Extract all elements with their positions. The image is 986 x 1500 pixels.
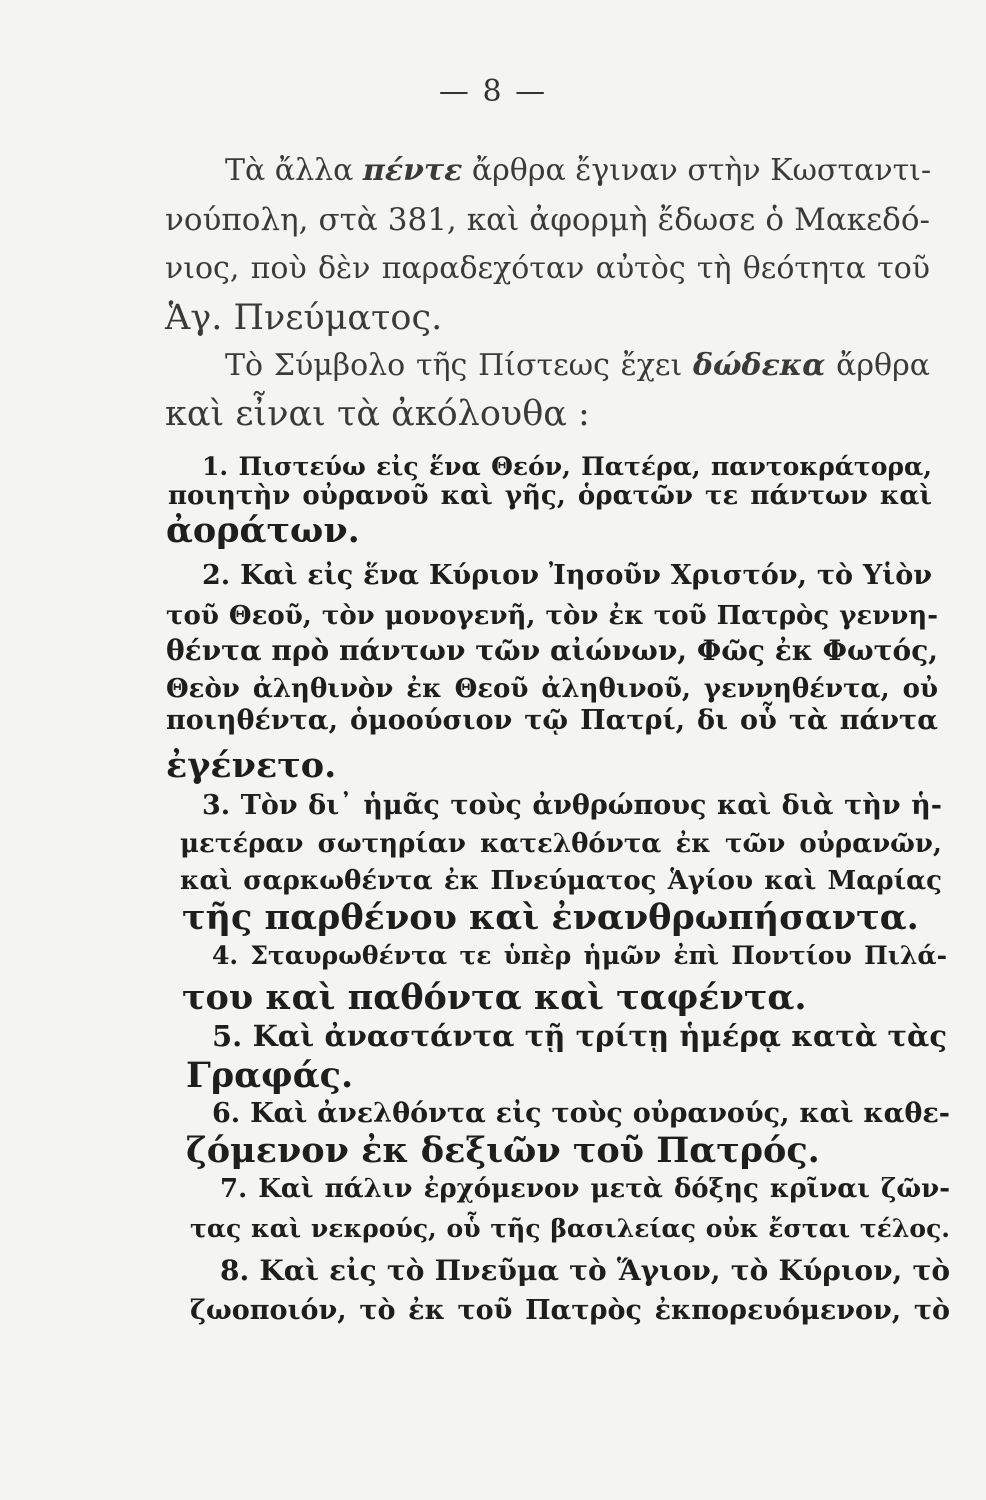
- emphasis-pente: πέντε: [362, 153, 463, 188]
- article-5-line-2: Γραφάς.: [186, 1055, 354, 1096]
- article-2-line-6: ἐγένετο.: [166, 745, 337, 786]
- article-2-line-2: τοῦ Θεοῦ, τὸν μονογενῆ, τὸν ἐκ τοῦ Πατρὸς γεννη-: [166, 601, 938, 631]
- article-4-line-2: του καὶ παθόντα καὶ ταφέντα.: [182, 977, 807, 1018]
- page-number: — 8 —: [438, 74, 548, 109]
- emphasis-dodeka: δώδεκα: [692, 348, 826, 383]
- intro-line-6: καὶ εἶναι τὰ ἀκόλουθα :: [165, 394, 590, 434]
- intro-line-5-b: ἄρθρα: [825, 348, 930, 383]
- intro-line-1: [225, 150, 930, 192]
- article-8-line-2: ζωοποιόν, τὸ ἐκ τοῦ Πατρὸς ἐκπορευόμενον, τὸ: [190, 1295, 950, 1326]
- article-4-line-1: 4. Σταυρωθέντα τε ὑπὲρ ἡμῶν ἐπὶ Ποντίου Πιλά-: [212, 941, 947, 970]
- article-1-line-2: ποιητὴν οὐρανοῦ καὶ γῆς, ὁρατῶν τε πάντων καὶ: [168, 481, 932, 511]
- article-7-line-2: τας καὶ νεκρούς, οὗ τῆς βασιλείας οὐκ ἔσται τέλος.: [190, 1214, 950, 1243]
- article-3-line-3: καὶ σαρκωθέντα ἐκ Πνεύματος Ἁγίου καὶ Μαρίας: [180, 866, 942, 896]
- article-3-line-4: τῆς παρθένου καὶ ἐνανθρωπήσαντα.: [182, 897, 919, 938]
- article-1-line-3: ἀοράτων.: [166, 510, 360, 551]
- intro-line-1-a: Τὰ ἄλλα: [225, 153, 363, 188]
- article-7-line-1: 7. Καὶ πάλιν ἐρχόμενον μετὰ δόξης κρῖναι ζῶν-: [220, 1174, 950, 1204]
- article-3-line-1: 3. Τὸν δι᾽ ἡμᾶς τοὺς ἀνθρώπους καὶ διὰ τὴν ἡ-: [202, 790, 942, 821]
- intro-line-5: [225, 345, 930, 387]
- intro-line-5-a: Τὸ Σύμβολο τῆς Πίστεως ἔχει: [225, 348, 693, 383]
- article-2-line-5: ποιηθέντα, ὁμοούσιον τῷ Πατρί, δι οὗ τὰ πάντα: [166, 705, 938, 736]
- article-5-line-1: 5. Καὶ ἀναστάντα τῇ τρίτῃ ἡμέρᾳ κατὰ τὰς: [212, 1019, 947, 1053]
- article-2-line-1: 2. Καὶ εἰς ἕνα Κύριον Ἰησοῦν Χριστόν, τὸ Υἱὸν: [202, 560, 932, 591]
- article-2-line-4: Θεὸν ἀληθινὸν ἐκ Θεοῦ ἀληθινοῦ, γεννηθέντα, οὐ: [166, 674, 938, 704]
- intro-line-3: νιος, ποὺ δὲν παραδεχόταν αὐτὸς τὴ θεότητα τοῦ: [165, 251, 930, 286]
- article-2-line-3: θέντα πρὸ πάντων τῶν αἰώνων, Φῶς ἐκ Φωτός,: [166, 634, 938, 667]
- article-3-line-2: μετέραν σωτηρίαν κατελθόντα ἐκ τῶν οὐρανῶν,: [180, 829, 942, 859]
- intro-line-1-b: ἄρθρα ἔγιναν στὴν Κωσταντι-: [462, 153, 932, 188]
- intro-line-4: Ἁγ. Πνεύματος.: [165, 298, 443, 338]
- article-6-line-2: ζόμενον ἐκ δεξιῶν τοῦ Πατρός.: [186, 1130, 820, 1171]
- article-1-line-1: 1. Πιστεύω εἰς ἕνα Θεόν, Πατέρα, παντοκράτορα,: [202, 452, 932, 481]
- article-8-line-1: 8. Καὶ εἰς τὸ Πνεῦμα τὸ Ἅγιον, τὸ Κύριον, τὸ: [220, 1254, 950, 1287]
- intro-line-2: νούπολη, στὰ 381, καὶ ἀφορμὴ ἔδωσε ὁ Μακεδό-: [165, 202, 930, 238]
- article-6-line-1: 6. Καὶ ἀνελθόντα εἰς τοὺς οὐρανούς, καὶ καθε-: [212, 1098, 950, 1129]
